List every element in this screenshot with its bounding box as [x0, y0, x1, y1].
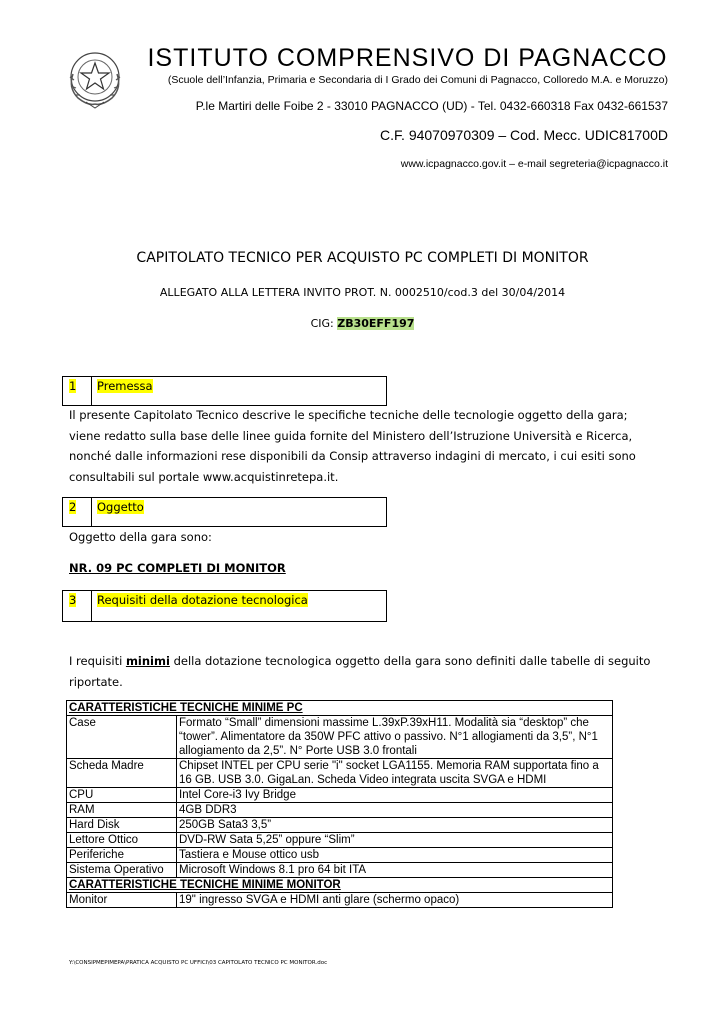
cig-label: CIG:: [310, 317, 338, 330]
section-label: Premessa: [97, 379, 153, 393]
table-row: [67, 893, 613, 908]
table-row: [67, 788, 613, 803]
spec-key: Monitor: [67, 893, 177, 908]
oggetto-item: NR. 09 PC COMPLETI DI MONITOR: [69, 561, 286, 575]
spec-value: Microsoft Windows 8.1 pro 64 bit ITA: [177, 863, 613, 878]
spec-value: DVD-RW Sata 5,25” oppure “Slim”: [177, 833, 613, 848]
table-header-row: [67, 878, 613, 893]
table-row: [67, 803, 613, 818]
section-label: Requisiti della dotazione tecnologica: [97, 593, 308, 607]
spec-key: RAM: [67, 803, 177, 818]
table-row: [67, 848, 613, 863]
school-name: ISTITUTO COMPRENSIVO DI PAGNACCO: [147, 44, 668, 72]
section-oggetto-box: [62, 497, 387, 527]
section-divider: [91, 498, 92, 526]
spec-table: [66, 700, 613, 908]
section-number: 3: [69, 593, 77, 607]
spec-value: 19" ingresso SVGA e HDMI anti glare (schermo opaco): [177, 893, 613, 908]
section-requisiti-box: [62, 590, 387, 622]
spec-key: Hard Disk: [67, 818, 177, 833]
cig-value: ZB30EFF197: [337, 317, 415, 330]
section-number: 2: [69, 500, 77, 514]
monitor-header: CARATTERISTICHE TECNICHE MINIME MONITOR: [67, 878, 613, 893]
spec-key: Scheda Madre: [67, 759, 177, 788]
school-address: P.le Martiri delle Foibe 2 - 33010 PAGNACCO (UD) - Tel. 0432-660318 Fax 0432-661537: [195, 99, 668, 113]
school-web-email: www.icpagnacco.gov.it – e-mail segreteria@icpagnacco.it: [400, 158, 668, 170]
section-premessa-box: [62, 376, 387, 406]
spec-key: Case: [67, 716, 177, 759]
section-number: 1: [69, 379, 77, 393]
document-allegato: ALLEGATO ALLA LETTERA INVITO PROT. N. 0002510/cod.3 del 30/04/2014: [159, 286, 566, 299]
section-divider: [91, 377, 92, 405]
premessa-paragraph: Il presente Capitolato Tecnico descrive le specifiche tecniche delle tecnologie oggetto della gara; viene redatto sulla base delle linee guida fornite del Ministero dell’Istruzione Università e Ricerca, nonché dalle informazioni rese disponibili da Consip attraverso indagini di mercato, i cui esiti sono consultabili sul portale www.acquistinretepa.it.: [69, 408, 636, 484]
spec-value: Tastiera e Mouse ottico usb: [177, 848, 613, 863]
table-row: [67, 818, 613, 833]
spec-value: Intel Core-i3 Ivy Bridge: [177, 788, 613, 803]
table-header-row: [67, 701, 613, 716]
requisiti-minimi: minimi: [125, 654, 170, 668]
requisiti-paragraph: [69, 651, 659, 692]
footer-file-path: Y:\CONSIPMEPIMEPA\PRATICA ACQUISTO PC UFFICI\03 CAPITOLATO TECNICO PC MONITOR.doc: [69, 960, 328, 966]
table-row: [67, 863, 613, 878]
spec-key: Periferiche: [67, 848, 177, 863]
table-row: [67, 759, 613, 788]
table-row: [67, 716, 613, 759]
spec-key: CPU: [67, 788, 177, 803]
spec-value: Formato “Small” dimensioni massime L.39xP.39xH11. Modalità sia “desktop” che “tower”. Alimentatore da 350W PFC attivo o passivo. N°1 allogiamenti da 3,5”, N°1 allogiamento da 2,5”. N° Porte USB 3.0 frontali: [177, 716, 613, 759]
spec-key: Lettore Ottico: [67, 833, 177, 848]
spec-value: 250GB Sata3 3,5”: [177, 818, 613, 833]
section-label: Oggetto: [97, 500, 144, 514]
document-title: CAPITOLATO TECNICO PER ACQUISTO PC COMPLETI DI MONITOR: [136, 250, 589, 266]
school-subtitle: (Scuole dell’Infanzia, Primaria e Secondaria di I Grado dei Comuni di Pagnacco, Colloredo M.A. e Moruzzo): [167, 74, 668, 86]
pc-header: CARATTERISTICHE TECNICHE MINIME PC: [67, 701, 613, 716]
requisiti-text-end: della dotazione tecnologica oggetto della gara sono definiti dalle tabelle di seguito riportate.: [69, 654, 651, 689]
oggetto-paragraph: Oggetto della gara sono:: [69, 530, 212, 544]
requisiti-text-start: I requisiti: [69, 654, 126, 668]
section-divider: [91, 591, 92, 621]
document-cig: [0, 317, 725, 330]
school-codes: C.F. 94070970309 – Cod. Mecc. UDIC81700D: [380, 127, 668, 143]
spec-key: Sistema Operativo: [67, 863, 177, 878]
spec-value: 4GB DDR3: [177, 803, 613, 818]
table-row: [67, 833, 613, 848]
spec-value: Chipset INTEL per CPU serie "i" socket LGA1155. Memoria RAM supportata fino a 16 GB. USB 3.0. GigaLan. Scheda Video integrata uscita SVGA e HDMI: [177, 759, 613, 788]
